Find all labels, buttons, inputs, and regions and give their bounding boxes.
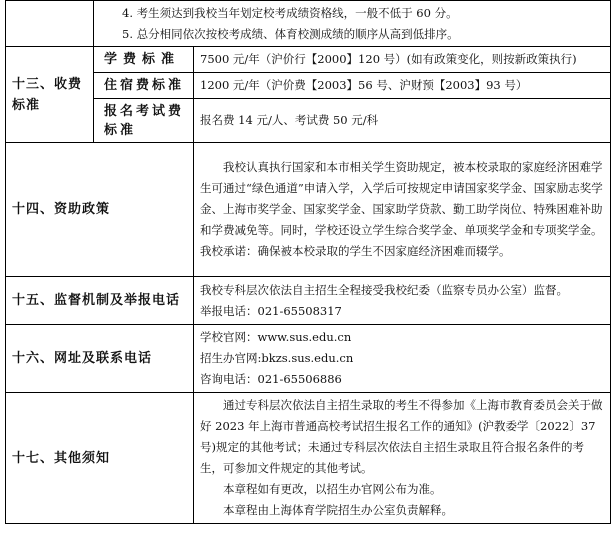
website-section-title: 十六、网址及联系电话 [6,325,194,393]
notes-para-1: 通过专科层次依法自主招生录取的考生不得参加《上海市教育委员会关于做好 2023 年上海市普通高校考试招生报名工作的通知》(沪教委学〔2022〕37 号)规定的其他考试；未通过专科层次依法自主招生录取且符合报名条件的考生，可参加文件规定的其他考试。 [200,398,603,475]
notes-para-2: 本章程如有更改，以招生办官网公布为准。 [223,482,442,496]
top-row-content [94,1,611,47]
top-row-empty-cell [6,1,94,47]
supervision-section-title: 十五、监督机制及举报电话 [6,277,194,325]
dorm-row [6,73,611,99]
tuition-row [6,47,611,73]
notes-section-title: 十七、其他须知 [6,393,194,524]
exam-fee-label [94,99,194,143]
consult-phone: 咨询电话：021-65506886 [200,372,342,386]
criteria-line-4: 4. 考生须达到我校当年划定校考成绩资格线，一般不低于 60 分。 [122,5,458,20]
website-content [194,325,611,393]
notes-content [194,393,611,524]
supervision-content [194,277,611,325]
supervision-text: 我校专科层次依法自主招生全程接受我校纪委（监察专员办公室）监督。 [200,282,568,297]
admissions-website[interactable]: 招生办官网:bkzs.sus.edu.cn [200,351,354,365]
fees-section-title [6,47,94,143]
exam-fee-label-line2: 标准 [104,122,137,138]
aid-content [194,143,611,277]
fees-section-title-line1: 十三、收费 [12,76,83,92]
supervision-row [6,277,611,325]
dorm-value: 1200 元/年（沪价费【2003】56 号、沪财预【2003】93 号） [194,73,611,99]
tuition-value: 7500 元/年（沪价行【2000】120 号）(如有政策变化，则按新政策执行) [194,47,611,73]
report-phone: 举报电话：021-65508317 [200,303,342,318]
exam-fee-row [6,99,611,143]
tuition-label: 学费标准 [94,47,194,73]
criteria-line-5: 5. 总分相同依次按校考成绩、体育校测成绩的顺序从高到低排序。 [122,26,459,41]
fees-section-title-line2: 标准 [12,97,41,113]
aid-text: 我校认真执行国家和本市相关学生资助规定，被本校录取的家庭经济困难学生可通过“绿色通道”申请入学，入学后可按规定申请国家奖学金、国家励志奖学金、上海市奖学金、国家奖学金、国家助学贷款、勤工助学岗位、特殊困难补助和学费减免等。同时，学校还设立学生综合奖学金、单项奖学金和专项奖学金。我校承诺：确保被本校录取的学生不因家庭经济困难而辍学。 [200,160,603,258]
website-row [6,325,611,393]
top-row [6,1,611,47]
aid-section-title: 十四、资助政策 [6,143,194,277]
exam-fee-label-line1: 报名考试费 [104,103,185,119]
school-website[interactable]: 学校官网：www.sus.edu.cn [200,330,352,344]
aid-row [6,143,611,277]
notes-row [6,393,611,524]
notes-para-3: 本章程由上海体育学院招生办公室负责解释。 [223,503,453,517]
dorm-label: 住宿费标准 [94,73,194,99]
admission-regulations-table [5,0,611,524]
exam-fee-value: 报名费 14 元/人、考试费 50 元/科 [194,99,611,143]
